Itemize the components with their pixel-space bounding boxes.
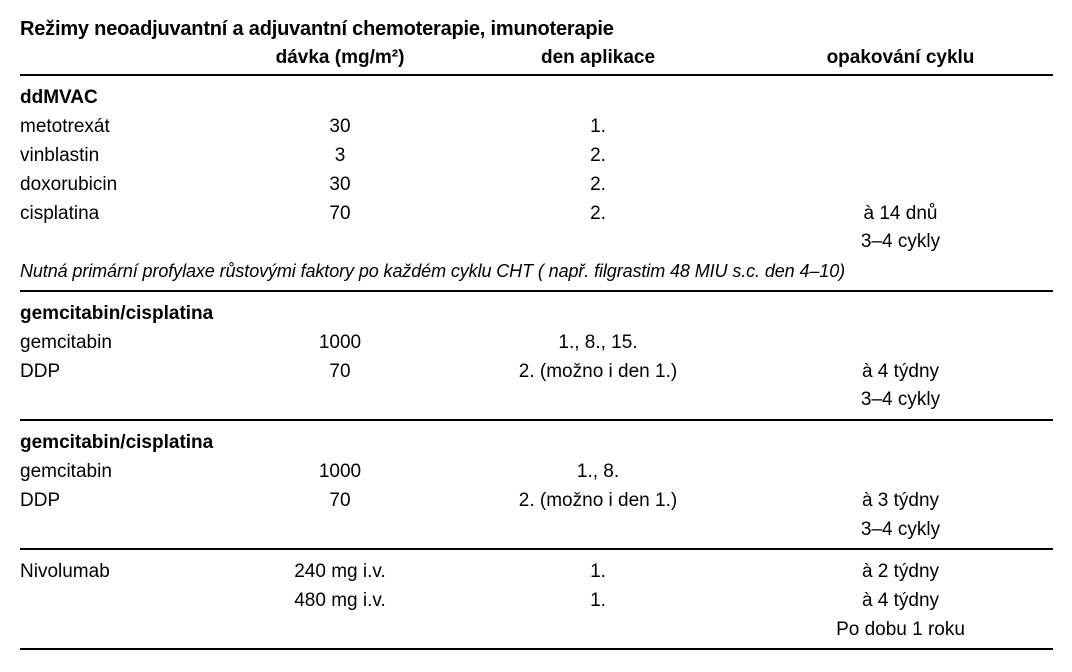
cycle-continuation-row [20, 616, 1053, 650]
drug-row [20, 199, 1053, 228]
drug-name-cell: Nivolumab [20, 561, 110, 583]
cycle-cell: à 4 týdny [861, 360, 940, 382]
day-cell [448, 515, 748, 549]
drug-name-cell [20, 515, 232, 549]
cycle-cell: à 2 týdny [861, 561, 940, 583]
dose-cell [232, 228, 448, 257]
section-gemcitabin-cisplatina-1 [20, 291, 1053, 420]
cycle-cell: à 3 týdny [861, 489, 940, 511]
section-heading-row [20, 75, 1053, 113]
drug-row [20, 357, 1053, 386]
dose-cell: 1000 [318, 460, 362, 482]
section-heading: gemcitabin/cisplatina [20, 432, 214, 454]
drug-column-header [20, 41, 232, 75]
day-cell: 2. (možno i den 1.) [518, 489, 678, 511]
cycle-cell [748, 113, 1053, 142]
drug-name-cell: gemcitabin [20, 460, 112, 482]
cycle-cell: 3–4 cykly [860, 518, 941, 540]
section-heading: ddMVAC [20, 87, 98, 109]
drug-name-cell: DDP [20, 489, 61, 511]
cycle-cell [748, 458, 1053, 487]
drug-name-cell [20, 228, 232, 257]
dose-cell [232, 515, 448, 549]
dose-cell: 3 [334, 144, 346, 166]
drug-row [20, 458, 1053, 487]
day-column-header: den aplikace [540, 46, 656, 68]
section-gemcitabin-cisplatina-2 [20, 420, 1053, 549]
day-cell: 1., 8., 15. [558, 331, 638, 353]
table-header [20, 41, 1053, 75]
cycle-cell: à 14 dnů [863, 202, 938, 224]
drug-name-cell: metotrexát [20, 116, 110, 138]
dose-cell: 70 [329, 489, 351, 511]
table-title: Režimy neoadjuvantní a adjuvantní chemoterapie, imunoterapie [20, 18, 614, 40]
drug-row [20, 587, 1053, 616]
chemo-regimen-table [20, 41, 1053, 650]
cycle-cell: 3–4 cykly [860, 231, 941, 253]
section-heading: gemcitabin/cisplatina [20, 302, 214, 324]
dose-cell: 1000 [318, 331, 362, 353]
drug-name-cell [20, 587, 232, 616]
cycle-cell [748, 328, 1053, 357]
day-cell: 1. [590, 561, 606, 583]
drug-row [20, 142, 1053, 171]
drug-row [20, 113, 1053, 142]
section-nivolumab [20, 549, 1053, 649]
drug-name-cell: cisplatina [20, 202, 100, 224]
dose-cell: 240 mg i.v. [294, 561, 386, 583]
day-cell [448, 228, 748, 257]
day-cell: 2. [590, 202, 606, 224]
cycle-cell [748, 170, 1053, 199]
dose-cell: 70 [329, 202, 351, 224]
drug-row [20, 549, 1053, 587]
dose-cell: 480 mg i.v. [294, 590, 386, 612]
dose-cell [232, 616, 448, 650]
section-ddmvac [20, 75, 1053, 291]
day-cell [448, 386, 748, 420]
cycle-cell: 3–4 cykly [860, 389, 941, 411]
cycle-continuation-row [20, 386, 1053, 420]
cycle-cell [748, 142, 1053, 171]
dose-cell: 30 [329, 116, 351, 138]
day-cell: 1., 8. [576, 460, 620, 482]
drug-name-cell [20, 616, 232, 650]
prophylaxis-note-row [20, 257, 1053, 291]
prophylaxis-note: Nutná primární profylaxe růstovými faktory po každém cyklu CHT ( např. filgrastim 48 MIU s.c. den 4–10) [20, 261, 845, 282]
drug-name-cell [20, 386, 232, 420]
drug-name-cell: DDP [20, 360, 61, 382]
day-cell: 2. (možno i den 1.) [518, 360, 678, 382]
cycle-continuation-row [20, 228, 1053, 257]
drug-name-cell: gemcitabin [20, 331, 112, 353]
dose-cell: 70 [329, 360, 351, 382]
day-cell: 2. [590, 144, 606, 166]
dose-cell: 30 [329, 173, 351, 195]
drug-row [20, 486, 1053, 515]
cycle-cell: Po dobu 1 roku [836, 618, 965, 640]
drug-name-cell: doxorubicin [20, 173, 118, 195]
dose-column-header: dávka (mg/m²) [275, 46, 405, 68]
day-cell: 1. [590, 116, 606, 138]
drug-name-cell: vinblastin [20, 144, 100, 166]
day-cell [448, 616, 748, 650]
header-row [20, 41, 1053, 75]
dose-cell [232, 386, 448, 420]
cycle-cell: à 4 týdny [861, 590, 940, 612]
cycle-column-header: opakování cyklu [826, 46, 975, 68]
drug-row [20, 328, 1053, 357]
cycle-continuation-row [20, 515, 1053, 549]
section-heading-row [20, 291, 1053, 329]
drug-row [20, 170, 1053, 199]
day-cell: 2. [590, 173, 606, 195]
section-heading-row [20, 420, 1053, 458]
day-cell: 1. [590, 590, 606, 612]
